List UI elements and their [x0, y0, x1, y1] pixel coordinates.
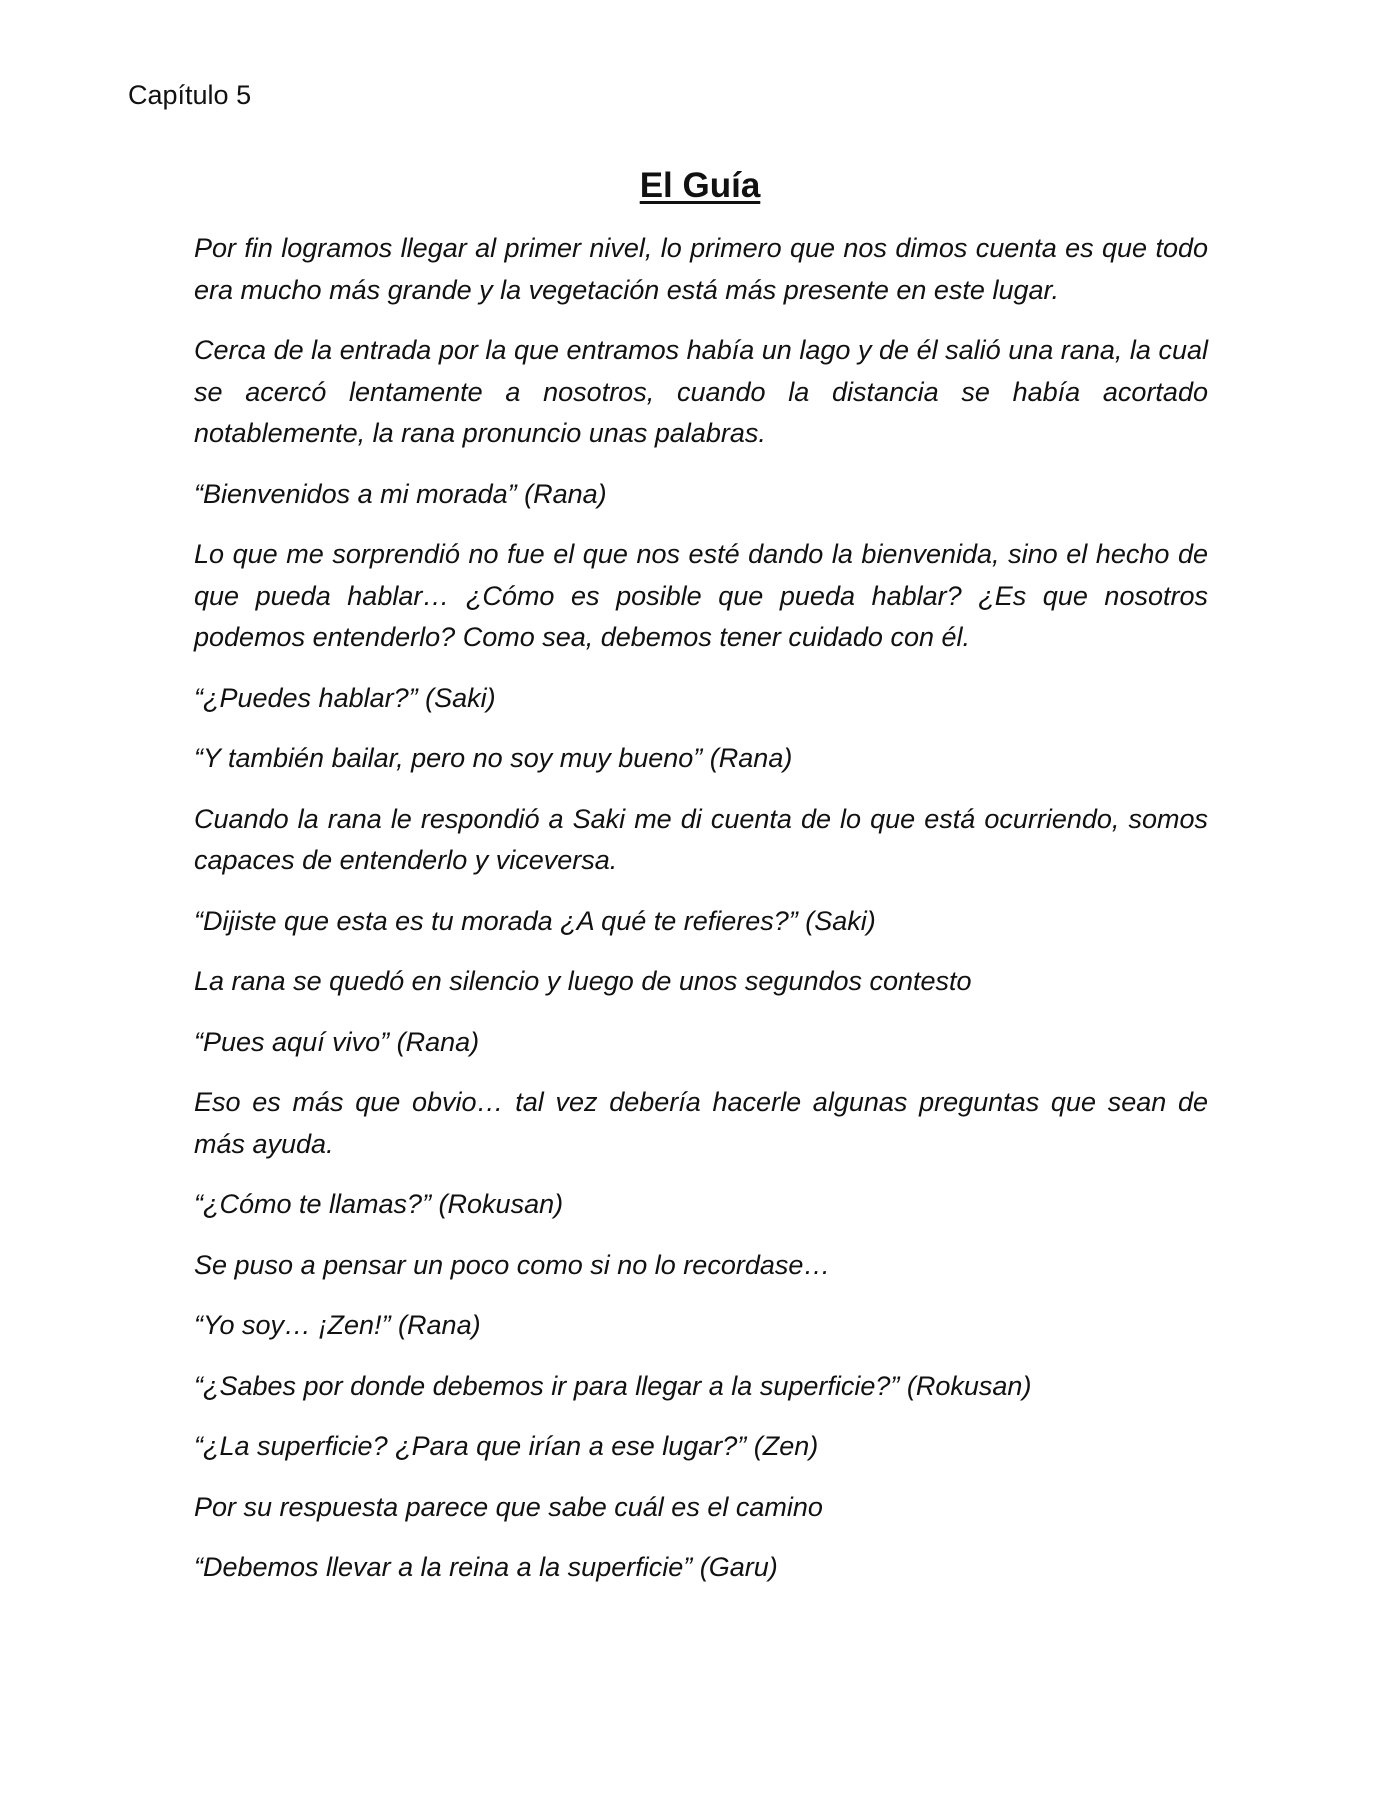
- paragraph-9: La rana se quedó en silencio y luego de unos segundos contesto: [194, 966, 972, 996]
- paragraph-15: “¿Sabes por donde debemos ir para llegar a la superficie?” (Rokusan): [194, 1370, 1032, 1401]
- paragraph-7: Cuando la rana le respondió a Saki me di cuenta de lo que está ocurriendo, somos capaces de entenderlo y viceversa.: [194, 803, 1208, 875]
- paragraph-6: “Y también bailar, pero no soy muy bueno” (Rana): [194, 743, 793, 773]
- paragraph-3: “Bienvenidos a mi morada” (Rana): [194, 478, 607, 509]
- paragraph-4: Lo que me sorprendió no fue el que nos esté dando la bienvenida, sino el hecho de que pueda hablar… ¿Cómo es posible que pueda hablar? ¿Es que nosotros podemos entenderlo? Como sea, debemos tener cuidado con él.: [194, 539, 1208, 652]
- paragraph-2: Cerca de la entrada por la que entramos había un lago y de él salió una rana, la cual se acercó lentamente a nosotros, cuando la distancia se había acortado notablemente, la rana pronuncio unas palabras.: [194, 335, 1208, 448]
- paragraph-16: “¿La superficie? ¿Para que irían a ese lugar?” (Zen): [194, 1431, 819, 1461]
- paragraph-18: “Debemos llevar a la reina a la superficie” (Garu): [194, 1552, 778, 1582]
- paragraph-13: Se puso a pensar un poco como si no lo recordase…: [194, 1249, 831, 1280]
- story-body: [194, 228, 1208, 1608]
- paragraph-5: “¿Puedes hablar?” (Saki): [194, 682, 496, 713]
- chapter-label: Capítulo 5: [128, 80, 252, 110]
- paragraph-8: “Dijiste que esta es tu morada ¿A qué te refieres?” (Saki): [194, 905, 876, 936]
- paragraph-17: Por su respuesta parece que sabe cuál es el camino: [194, 1491, 823, 1522]
- paragraph-14: “Yo soy… ¡Zen!” (Rana): [194, 1310, 481, 1340]
- paragraph-1: Por fin logramos llegar al primer nivel, lo primero que nos dimos cuenta es que todo era mucho más grande y la vegetación está más presente en este lugar.: [194, 233, 1208, 305]
- paragraph-10: “Pues aquí vivo” (Rana): [194, 1026, 480, 1057]
- page-title: El Guía: [639, 166, 761, 205]
- paragraph-11: Eso es más que obvio… tal vez debería hacerle algunas preguntas que sean de más ayuda.: [194, 1087, 1208, 1159]
- paragraph-12: “¿Cómo te llamas?” (Rokusan): [194, 1189, 564, 1219]
